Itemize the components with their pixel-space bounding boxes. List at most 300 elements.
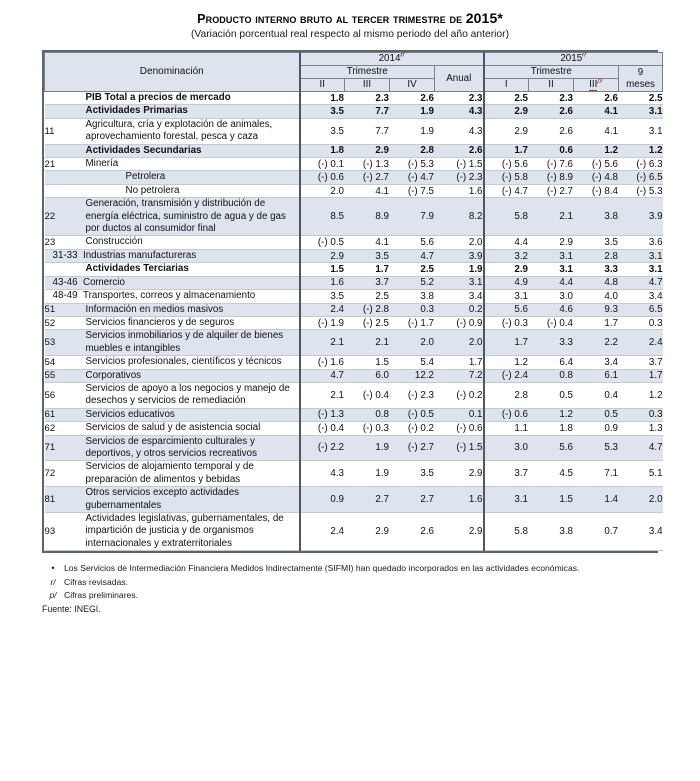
row-code: 62 <box>45 422 86 435</box>
cell-value: 2.9 <box>300 249 345 262</box>
cell-value: 4.1 <box>345 236 390 249</box>
cell-value: 5.4 <box>390 356 435 369</box>
row-code: 72 <box>45 461 86 487</box>
cell-value: 1.8 <box>529 422 574 435</box>
table-row <box>45 184 663 197</box>
cell-value: 0.9 <box>574 422 619 435</box>
cell-value: 0.6 <box>529 144 574 157</box>
cell-value: 5.6 <box>484 303 529 316</box>
footnotes-block <box>42 562 658 615</box>
row-label: Petrolera <box>86 171 300 184</box>
row-code: 11 <box>45 118 86 144</box>
cell-value: (-) 0.6 <box>435 422 484 435</box>
cell-value: 0.1 <box>435 408 484 421</box>
cell-value: 1.6 <box>435 487 484 513</box>
cell-value: 2.4 <box>300 513 345 551</box>
gdp-table-container <box>42 50 663 553</box>
cell-value: 4.8 <box>574 276 619 289</box>
cell-value: 3.1 <box>435 276 484 289</box>
header-anual-2014: Anual <box>435 66 484 92</box>
cell-value: 3.4 <box>574 356 619 369</box>
cell-value: 3.5 <box>345 249 390 262</box>
cell-value: (-) 2.5 <box>345 316 390 329</box>
cell-value: 0.5 <box>574 408 619 421</box>
table-row <box>45 236 663 249</box>
page-title <box>0 11 700 27</box>
cell-value: (-) 0.5 <box>390 408 435 421</box>
row-label: Corporativos <box>86 369 300 382</box>
table-row <box>45 263 663 276</box>
cell-value: 2.6 <box>390 513 435 551</box>
cell-value: 7.1 <box>574 461 619 487</box>
cell-value: 5.8 <box>484 198 529 236</box>
cell-value: 5.6 <box>529 435 574 461</box>
cell-value: (-) 2.2 <box>300 435 345 461</box>
cell-value: 3.1 <box>619 118 663 144</box>
cell-value: 3.5 <box>574 236 619 249</box>
header-q2014-iv: IV <box>390 79 435 92</box>
cell-value: 2.1 <box>529 198 574 236</box>
cell-value: (-) 2.3 <box>390 382 435 408</box>
cell-value: 5.6 <box>390 236 435 249</box>
header-trimestre-2015: Trimestre <box>484 66 619 79</box>
row-code: 61 <box>45 408 86 421</box>
cell-value: 2.0 <box>435 236 484 249</box>
row-label: No petrolera <box>86 184 300 197</box>
gdp-table <box>44 52 663 551</box>
cell-value: (-) 2.4 <box>484 369 529 382</box>
cell-value: 7.7 <box>345 105 390 118</box>
cell-value: 2.3 <box>529 92 574 105</box>
cell-value: 6.4 <box>529 356 574 369</box>
cell-value: 2.0 <box>300 184 345 197</box>
cell-value: 7.7 <box>345 118 390 144</box>
cell-value: 2.9 <box>345 513 390 551</box>
row-code: 53 <box>45 330 86 356</box>
row-label: Servicios educativos <box>86 408 300 421</box>
row-label: Generación, transmisión y distribución de energía eléctrica, suministro de agua y de gas por ductos al consumidor final <box>86 198 300 236</box>
cell-value: 1.5 <box>529 487 574 513</box>
cell-value: 0.5 <box>529 382 574 408</box>
cell-value: (-) 8.4 <box>574 184 619 197</box>
cell-value: 2.1 <box>345 330 390 356</box>
cell-value: 3.0 <box>529 290 574 303</box>
cell-value: 6.0 <box>345 369 390 382</box>
cell-value: (-) 7.5 <box>390 184 435 197</box>
cell-value: 4.7 <box>390 249 435 262</box>
cell-value: 2.8 <box>484 382 529 408</box>
cell-value: 1.2 <box>574 144 619 157</box>
row-code: 51 <box>45 303 86 316</box>
cell-value: 2.9 <box>484 263 529 276</box>
header-q2015-iii: III$^{p/}$ <box>574 79 619 92</box>
cell-value: 1.6 <box>435 184 484 197</box>
cell-value: 4.1 <box>574 118 619 144</box>
cell-value: 2.9 <box>484 118 529 144</box>
table-row <box>45 487 663 513</box>
cell-value: 3.0 <box>484 435 529 461</box>
cell-value: 3.8 <box>390 290 435 303</box>
cell-value: 2.5 <box>390 263 435 276</box>
cell-value: 2.1 <box>300 330 345 356</box>
cell-value: 2.4 <box>300 303 345 316</box>
row-code: 55 <box>45 369 86 382</box>
header-q2014-ii: II <box>300 79 345 92</box>
cell-value: 4.3 <box>300 461 345 487</box>
row-label: Servicios de esparcimiento culturales y deportivos, y otros servicios recreativos <box>86 435 300 461</box>
cell-value: (-) 5.8 <box>484 171 529 184</box>
cell-value: (-) 2.7 <box>390 435 435 461</box>
cell-value: 3.5 <box>390 461 435 487</box>
cell-value: 0.8 <box>529 369 574 382</box>
cell-value: (-) 5.3 <box>619 184 663 197</box>
cell-value: 1.9 <box>345 435 390 461</box>
row-label: 48-49 Transportes, correos y almacenamiento <box>45 290 300 303</box>
cell-value: 4.6 <box>529 303 574 316</box>
page-title-initial: P <box>197 12 206 26</box>
cell-value: (-) 7.6 <box>529 158 574 171</box>
cell-value: 1.2 <box>619 382 663 408</box>
footnote-preliminary <box>42 589 658 602</box>
cell-value: (-) 6.3 <box>619 158 663 171</box>
table-row <box>45 171 663 184</box>
row-code: 71 <box>45 435 86 461</box>
cell-value: 2.6 <box>529 118 574 144</box>
header-q2015-ii: II <box>529 79 574 92</box>
cell-value: 6.1 <box>574 369 619 382</box>
row-label: 31-33 Industrias manufactureras <box>45 249 300 262</box>
page-title-text: roducto interno bruto al tercer trimestre de <box>205 12 466 26</box>
cell-value: 5.3 <box>574 435 619 461</box>
cell-value: 3.2 <box>484 249 529 262</box>
footnote-revised-text: Cifras revisadas. <box>64 576 128 587</box>
row-code <box>45 105 86 118</box>
cell-value: (-) 2.8 <box>345 303 390 316</box>
cell-value: 2.6 <box>390 92 435 105</box>
footnote-revised-mark: r/ <box>50 576 56 587</box>
cell-value: 12.2 <box>390 369 435 382</box>
cell-value: 5.2 <box>390 276 435 289</box>
cell-value: 3.6 <box>619 236 663 249</box>
cell-value: 2.2 <box>574 330 619 356</box>
cell-value: (-) 5.3 <box>390 158 435 171</box>
footnote-sifmi <box>42 562 658 575</box>
row-code <box>45 171 86 184</box>
cell-value: 1.7 <box>484 330 529 356</box>
cell-value: (-) 2.7 <box>345 171 390 184</box>
cell-value: 2.0 <box>390 330 435 356</box>
cell-value: 3.1 <box>529 249 574 262</box>
table-row <box>45 316 663 329</box>
row-code: 93 <box>45 513 86 551</box>
cell-value: (-) 0.4 <box>300 422 345 435</box>
table-row <box>45 198 663 236</box>
cell-value: 3.1 <box>619 105 663 118</box>
cell-value: 1.1 <box>484 422 529 435</box>
cell-value: 1.2 <box>529 408 574 421</box>
cell-value: (-) 0.5 <box>300 236 345 249</box>
cell-value: 2.0 <box>619 487 663 513</box>
cell-value: 1.7 <box>619 369 663 382</box>
cell-value: 2.1 <box>300 382 345 408</box>
cell-value: 1.9 <box>390 105 435 118</box>
cell-value: (-) 5.6 <box>574 158 619 171</box>
cell-value: 4.7 <box>619 435 663 461</box>
row-label: PIB Total a precios de mercado <box>86 92 300 105</box>
footnote-preliminary-mark: p/ <box>49 590 57 601</box>
cell-value: 3.4 <box>619 513 663 551</box>
cell-value: 2.0 <box>435 330 484 356</box>
cell-value: 1.7 <box>345 263 390 276</box>
cell-value: 2.5 <box>619 92 663 105</box>
cell-value: (-) 4.7 <box>390 171 435 184</box>
cell-value: 2.5 <box>484 92 529 105</box>
cell-value: 3.4 <box>619 290 663 303</box>
table-row <box>45 513 663 551</box>
cell-value: 1.3 <box>619 422 663 435</box>
cell-value: 1.5 <box>345 356 390 369</box>
cell-value: 2.6 <box>529 105 574 118</box>
cell-value: 3.5 <box>300 105 345 118</box>
cell-value: 1.2 <box>484 356 529 369</box>
header-q2015-iii-note: p/ <box>597 77 603 85</box>
cell-value: (-) 4.8 <box>574 171 619 184</box>
cell-value: (-) 6.5 <box>619 171 663 184</box>
header-q2015-i: I <box>484 79 529 92</box>
cell-value: 0.2 <box>435 303 484 316</box>
cell-value: 3.7 <box>345 276 390 289</box>
cell-value: (-) 0.6 <box>300 171 345 184</box>
cell-value: (-) 0.4 <box>345 382 390 408</box>
row-label: Información en medios masivos <box>86 303 300 316</box>
header-year-2015: 2015$^{r/}$ <box>484 53 663 66</box>
row-label: Minería <box>86 158 300 171</box>
footnote-sifmi-text: Los Servicios de Intermediación Financiera Medidos Indirectamente (SIFMI) han quedado incorporados en las actividades económicas. <box>64 563 580 574</box>
cell-value: 3.9 <box>435 249 484 262</box>
cell-value: 3.1 <box>619 249 663 262</box>
cell-value: 6.5 <box>619 303 663 316</box>
cell-value: 3.7 <box>619 356 663 369</box>
title-block <box>0 0 700 42</box>
row-label: Servicios financieros y de seguros <box>86 316 300 329</box>
cell-value: 3.7 <box>484 461 529 487</box>
cell-value: (-) 0.1 <box>300 158 345 171</box>
cell-value: 5.8 <box>484 513 529 551</box>
cell-value: 3.1 <box>484 290 529 303</box>
cell-value: 4.3 <box>435 118 484 144</box>
row-label: Actividades Terciarias <box>86 263 300 276</box>
cell-value: 3.1 <box>529 263 574 276</box>
cell-value: 2.5 <box>345 290 390 303</box>
table-body <box>45 92 663 551</box>
cell-value: 8.9 <box>345 198 390 236</box>
cell-value: 0.7 <box>574 513 619 551</box>
table-row <box>45 369 663 382</box>
cell-value: 4.5 <box>529 461 574 487</box>
footnote-bullet-icon: • <box>51 563 55 574</box>
row-label: Otros servicios excepto actividades gubernamentales <box>86 487 300 513</box>
cell-value: 2.3 <box>345 92 390 105</box>
row-label: Agricultura, cría y explotación de animales, aprovechamiento forestal, pesca y caza <box>86 118 300 144</box>
table-row <box>45 461 663 487</box>
cell-value: 2.9 <box>435 513 484 551</box>
cell-value: 3.5 <box>300 290 345 303</box>
cell-value: 4.3 <box>435 105 484 118</box>
cell-value: (-) 0.2 <box>390 422 435 435</box>
cell-value: 8.2 <box>435 198 484 236</box>
cell-value: (-) 0.6 <box>484 408 529 421</box>
table-row <box>45 356 663 369</box>
header-year-2015-note: r/ <box>582 51 587 59</box>
cell-value: 0.9 <box>300 487 345 513</box>
cell-value: 1.8 <box>300 92 345 105</box>
table-row <box>45 435 663 461</box>
row-label: 43-46 Comercio <box>45 276 300 289</box>
cell-value: (-) 5.6 <box>484 158 529 171</box>
table-row <box>45 276 663 289</box>
cell-value: 2.9 <box>484 105 529 118</box>
row-code: 22 <box>45 198 86 236</box>
cell-value: 4.7 <box>619 276 663 289</box>
row-code: 52 <box>45 316 86 329</box>
row-label: Actividades legislativas, gubernamentales, de impartición de justicia y de organismos internacionales y extraterritoriales <box>86 513 300 551</box>
cell-value: 0.3 <box>390 303 435 316</box>
table-row <box>45 382 663 408</box>
cell-value: (-) 1.5 <box>435 435 484 461</box>
cell-value: 2.6 <box>574 92 619 105</box>
cell-value: 1.5 <box>300 263 345 276</box>
cell-value: (-) 4.7 <box>484 184 529 197</box>
row-code: 23 <box>45 236 86 249</box>
table-row <box>45 303 663 316</box>
cell-value: (-) 1.5 <box>435 158 484 171</box>
cell-value: 3.1 <box>484 487 529 513</box>
table-row <box>45 408 663 421</box>
row-label: Servicios de alojamiento temporal y de preparación de alimentos y bebidas <box>86 461 300 487</box>
cell-value: 2.9 <box>435 461 484 487</box>
cell-value: 0.3 <box>619 408 663 421</box>
cell-value: (-) 0.3 <box>484 316 529 329</box>
cell-value: 1.9 <box>345 461 390 487</box>
header-trimestre-2014: Trimestre <box>300 66 435 79</box>
footnote-preliminary-text: Cifras preliminares. <box>64 590 139 601</box>
cell-value: 1.9 <box>390 118 435 144</box>
row-code <box>45 144 86 157</box>
cell-value: 2.8 <box>574 249 619 262</box>
row-code: 56 <box>45 382 86 408</box>
cell-value: 1.7 <box>484 144 529 157</box>
cell-value: (-) 1.7 <box>390 316 435 329</box>
cell-value: (-) 0.2 <box>435 382 484 408</box>
cell-value: 3.5 <box>300 118 345 144</box>
header-nine-months: 9 meses <box>619 66 663 92</box>
row-label: Servicios de salud y de asistencia social <box>86 422 300 435</box>
cell-value: 3.3 <box>574 263 619 276</box>
page-title-year: 2015* <box>465 10 503 26</box>
row-label: Construcción <box>86 236 300 249</box>
row-code <box>45 184 86 197</box>
header-denominacion: Denominación <box>45 53 300 92</box>
cell-value: (-) 0.4 <box>529 316 574 329</box>
table-row <box>45 118 663 144</box>
cell-value: (-) 1.9 <box>300 316 345 329</box>
cell-value: 2.4 <box>619 330 663 356</box>
header-year-2014: 2014$^{r/}$ <box>300 53 484 66</box>
cell-value: (-) 8.9 <box>529 171 574 184</box>
cell-value: 3.4 <box>435 290 484 303</box>
cell-value: 4.9 <box>484 276 529 289</box>
cell-value: 1.4 <box>574 487 619 513</box>
cell-value: 3.9 <box>619 198 663 236</box>
cell-value: (-) 2.3 <box>435 171 484 184</box>
table-row <box>45 290 663 303</box>
cell-value: 0.4 <box>574 382 619 408</box>
cell-value: 3.8 <box>529 513 574 551</box>
cell-value: 3.3 <box>529 330 574 356</box>
cell-value: 2.7 <box>345 487 390 513</box>
row-code: 54 <box>45 356 86 369</box>
cell-value: (-) 1.3 <box>345 158 390 171</box>
cell-value: 2.7 <box>390 487 435 513</box>
header-q2014-iii: III <box>345 79 390 92</box>
table-row <box>45 105 663 118</box>
cell-value: 7.9 <box>390 198 435 236</box>
cell-value: 2.8 <box>390 144 435 157</box>
cell-value: 1.6 <box>300 276 345 289</box>
cell-value: 5.1 <box>619 461 663 487</box>
cell-value: 1.7 <box>435 356 484 369</box>
row-code <box>45 263 86 276</box>
footnote-revised <box>42 576 658 589</box>
cell-value: (-) 1.3 <box>300 408 345 421</box>
cell-value: 0.8 <box>345 408 390 421</box>
cell-value: 1.8 <box>300 144 345 157</box>
row-code <box>45 92 86 105</box>
table-row <box>45 144 663 157</box>
cell-value: 1.9 <box>435 263 484 276</box>
table-row <box>45 422 663 435</box>
cell-value: 2.9 <box>345 144 390 157</box>
cell-value: 9.3 <box>574 303 619 316</box>
footnote-source: Fuente: INEGI. <box>42 604 101 614</box>
header-row-years <box>45 53 663 66</box>
row-label: Servicios profesionales, científicos y técnicos <box>86 356 300 369</box>
cell-value: 4.4 <box>529 276 574 289</box>
cell-value: (-) 1.6 <box>300 356 345 369</box>
cell-value: (-) 0.9 <box>435 316 484 329</box>
row-code: 21 <box>45 158 86 171</box>
page-subtitle: (Variación porcentual real respecto al mismo periodo del año anterior) <box>190 29 510 40</box>
row-label: Actividades Primarias <box>86 105 300 118</box>
row-label: Actividades Secundarias <box>86 144 300 157</box>
table-row <box>45 92 663 105</box>
cell-value: 2.9 <box>529 236 574 249</box>
cell-value: 4.4 <box>484 236 529 249</box>
cell-value: 3.1 <box>619 263 663 276</box>
row-code: 81 <box>45 487 86 513</box>
table-row <box>45 330 663 356</box>
cell-value: 4.0 <box>574 290 619 303</box>
table-row <box>45 158 663 171</box>
cell-value: 4.1 <box>345 184 390 197</box>
cell-value: 7.2 <box>435 369 484 382</box>
cell-value: 1.7 <box>574 316 619 329</box>
cell-value: 0.3 <box>619 316 663 329</box>
cell-value: 4.1 <box>574 105 619 118</box>
cell-value: (-) 2.7 <box>529 184 574 197</box>
cell-value: 2.6 <box>435 144 484 157</box>
cell-value: (-) 0.3 <box>345 422 390 435</box>
